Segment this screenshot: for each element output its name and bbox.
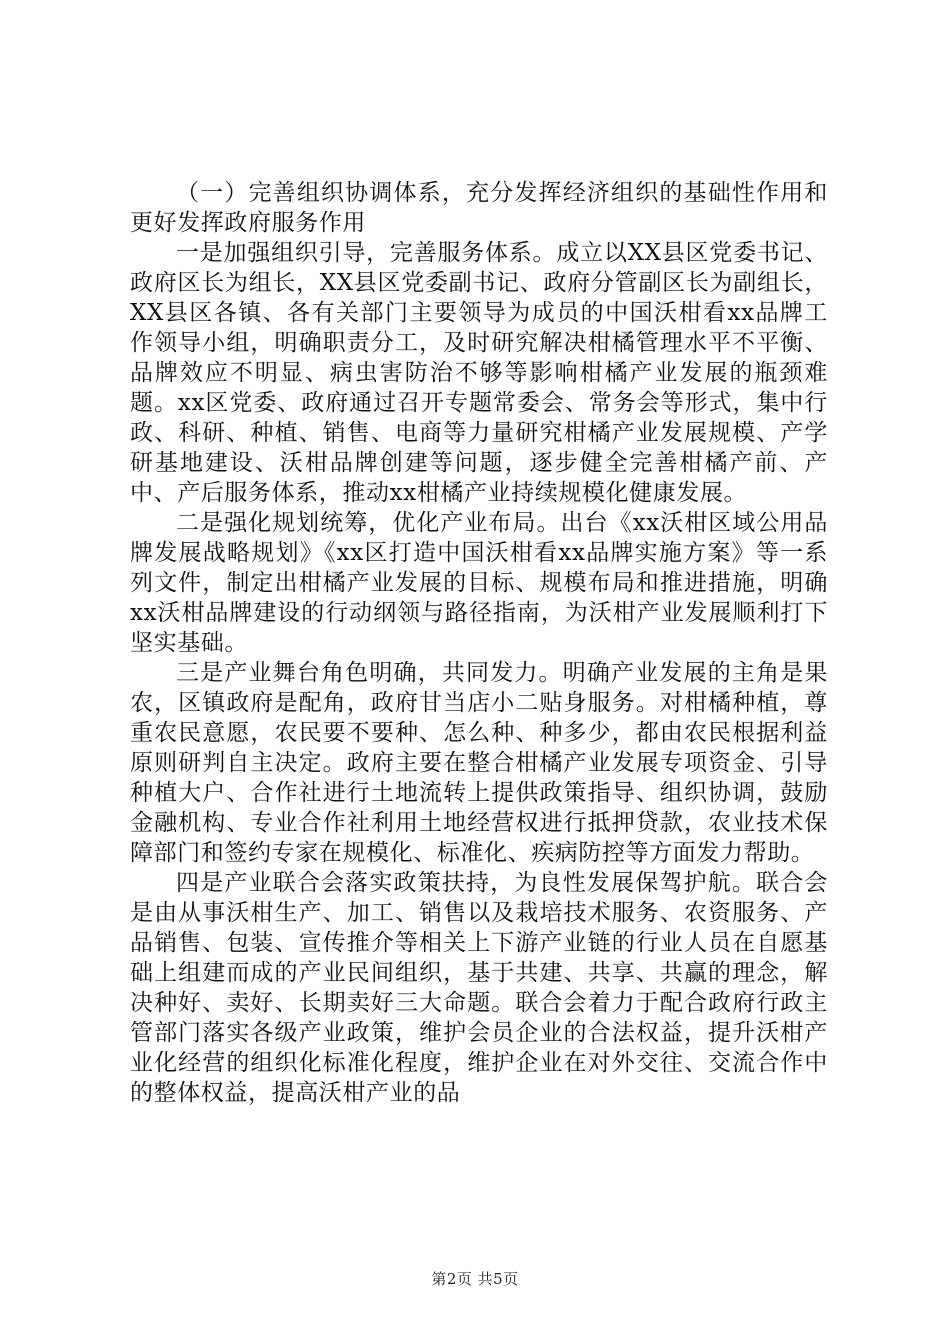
paragraph-3: 三是产业舞台角色明确，共同发力。明确产业发展的主角是果农，区镇政府是配角，政府甘当店小二贴身服务。对柑橘种植，尊重农民意愿，农民要不要种、怎么种、种多少，都由农民根据利益原则研判自主决定。政府主要在整合柑橘产业发展专项资金、引导种植大户、合作社进行土地流转上提供政策指导、组织协调，鼓励金融机构、专业合作社利用土地经营权进行抵押贷款，农业技术保障部门和签约专家在规模化、标准化、疾病防控等方面发力帮助。 xyxy=(130,660,828,866)
paragraph-4: 四是产业联合会落实政策扶持，为良性发展保驾护航。联合会是由从事沃柑生产、加工、销售以及栽培技术服务、农资服务、产品销售、包装、宣传推介等相关上下游产业链的行业人员在自愿基础上组建而成的产业民间组织，基于共建、共享、共赢的理念，解决种好、卖好、长期卖好三大命题。联合会着力于配合政府行政主管部门落实各级产业政策，维护会员企业的合法权益，提升沃柑产业化经营的组织化标准化程度，维护企业在对外交往、交流合作中的整体权益，提高沃柑产业的品 xyxy=(130,870,828,1106)
paragraph-2: 二是强化规划统筹，优化产业布局。出台《xx沃柑区域公用品牌发展战略规划》《xx区打造中国沃柑看xx品牌实施方案》等一系列文件，制定出柑橘产业发展的目标、规模布局和推进措施，明确xx沃柑品牌建设的行动纲领与路径指南，为沃柑产业发展顺利打下坚实基础。 xyxy=(130,510,828,656)
page-footer: 第2页 共5页 xyxy=(431,1270,519,1288)
document-body xyxy=(130,178,828,1108)
section-heading: （一）完善组织协调体系，充分发挥经济组织的基础性作用和更好发挥政府服务作用 xyxy=(130,180,828,236)
paragraph-1: 一是加强组织引导，完善服务体系。成立以XX县区党委书记、政府区长为组长，XX县区党委副书记、政府分管副区长为副组长，XX县区各镇、各有关部门主要领导为成员的中国沃柑看xx品牌工作领导小组，明确职责分工，及时研究解决柑橘管理水平不平衡、品牌效应不明显、病虫害防治不够等影响柑橘产业发展的瓶颈难题。xx区党委、政府通过召开专题常委会、常务会等形式，集中行政、科研、种植、销售、电商等力量研究柑橘产业发展规模、产学研基地建设、沃柑品牌创建等问题，逐步健全完善柑橘产前、产中、产后服务体系，推动xx柑橘产业持续规模化健康发展。 xyxy=(130,240,828,506)
